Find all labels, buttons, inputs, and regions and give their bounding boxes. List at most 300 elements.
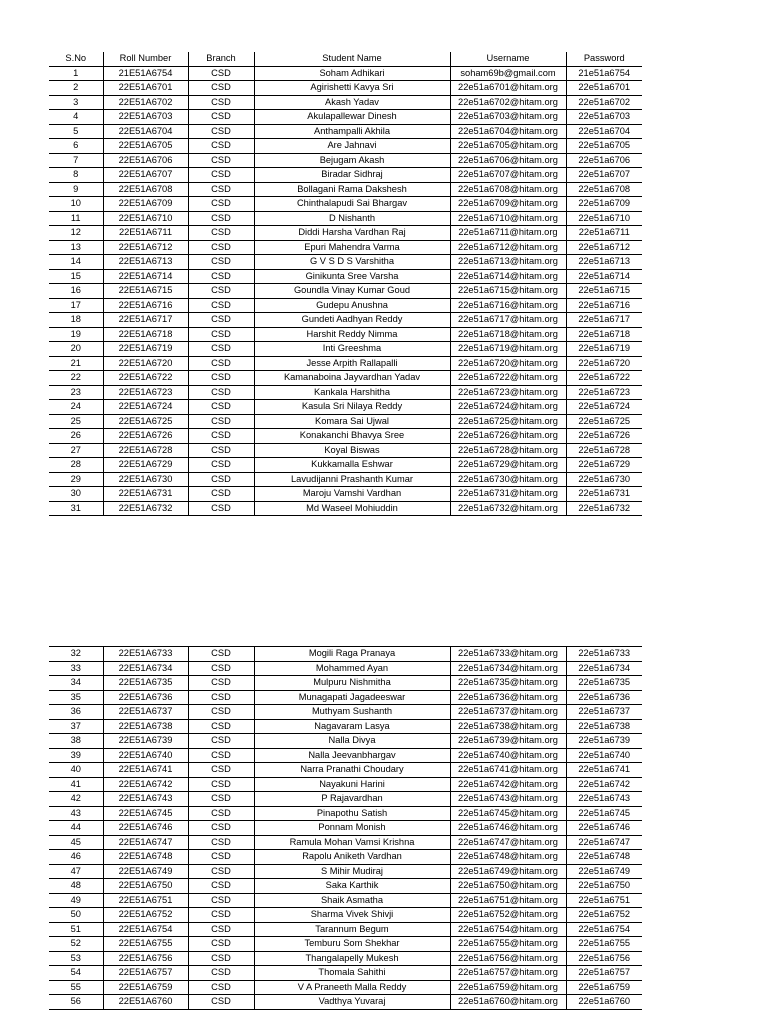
sno-cell: 29 [49,472,103,487]
student-name-cell: Bollagani Rama Dakshesh [254,182,450,197]
table-row [49,356,642,371]
table-row [49,211,642,226]
roll-number-cell: 22E51A6751 [103,893,188,908]
roll-number-cell: 22E51A6708 [103,182,188,197]
sno-cell: 53 [49,951,103,966]
roll-number-cell: 22E51A6739 [103,734,188,749]
branch-cell: CSD [188,661,254,676]
branch-cell: CSD [188,211,254,226]
student-name-cell: Akash Yadav [254,95,450,110]
sno-cell: 25 [49,414,103,429]
roll-number-cell: 22E51A6730 [103,472,188,487]
roll-number-cell: 22E51A6724 [103,400,188,415]
password-cell: 22e51a6713 [566,255,642,270]
sno-cell: 13 [49,240,103,255]
table-row [49,269,642,284]
student-name-cell: Akulapallewar Dinesh [254,110,450,125]
username-cell: 22e51a6720@hitam.org [450,356,566,371]
password-cell: 22e51a6710 [566,211,642,226]
username-cell: 22e51a6703@hitam.org [450,110,566,125]
username-cell: 22e51a6716@hitam.org [450,298,566,313]
table-row [49,458,642,473]
roll-number-cell: 22E51A6738 [103,719,188,734]
sno-cell: 27 [49,443,103,458]
table-row [49,182,642,197]
branch-cell: CSD [188,821,254,836]
username-cell: 22e51a6741@hitam.org [450,763,566,778]
password-cell: 22e51a6745 [566,806,642,821]
table-row [49,806,642,821]
username-cell: 22e51a6715@hitam.org [450,284,566,299]
sno-cell: 55 [49,980,103,995]
roll-number-cell: 22E51A6741 [103,763,188,778]
student-name-cell: Kamanaboina Jayvardhan Yadav [254,371,450,386]
table-row [49,298,642,313]
branch-cell: CSD [188,313,254,328]
branch-cell: CSD [188,110,254,125]
table-row [49,734,642,749]
table-row [49,690,642,705]
branch-cell: CSD [188,255,254,270]
header-branch: Branch [188,52,254,66]
roll-number-cell: 22E51A6719 [103,342,188,357]
table-row [49,835,642,850]
password-cell: 22e51a6719 [566,342,642,357]
student-name-cell: Nagavaram Lasya [254,719,450,734]
roll-number-cell: 22E51A6731 [103,487,188,502]
table-row [49,821,642,836]
sno-cell: 50 [49,908,103,923]
password-cell: 22e51a6754 [566,922,642,937]
password-cell: 22e51a6743 [566,792,642,807]
table-row [49,429,642,444]
student-name-cell: Koyal Biswas [254,443,450,458]
table-row [49,66,642,81]
student-table-page-2 [49,646,642,1010]
username-cell: 22e51a6730@hitam.org [450,472,566,487]
username-cell: 22e51a6747@hitam.org [450,835,566,850]
username-cell: 22e51a6729@hitam.org [450,458,566,473]
sno-cell: 32 [49,647,103,662]
username-cell: 22e51a6713@hitam.org [450,255,566,270]
roll-number-cell: 22E51A6748 [103,850,188,865]
roll-number-cell: 22E51A6729 [103,458,188,473]
password-cell: 22e51a6704 [566,124,642,139]
student-name-cell: Kasula Sri Nilaya Reddy [254,400,450,415]
password-cell: 22e51a6742 [566,777,642,792]
username-cell: 22e51a6723@hitam.org [450,385,566,400]
branch-cell: CSD [188,487,254,502]
sno-cell: 15 [49,269,103,284]
branch-cell: CSD [188,429,254,444]
sno-cell: 44 [49,821,103,836]
roll-number-cell: 22E51A6757 [103,966,188,981]
password-cell: 22e51a6724 [566,400,642,415]
password-cell: 22e51a6751 [566,893,642,908]
sno-cell: 38 [49,734,103,749]
roll-number-cell: 22E51A6752 [103,908,188,923]
branch-cell: CSD [188,864,254,879]
roll-number-cell: 22E51A6723 [103,385,188,400]
branch-cell: CSD [188,501,254,516]
table-1-body [49,52,642,516]
roll-number-cell: 22E51A6711 [103,226,188,241]
password-cell: 22e51a6730 [566,472,642,487]
roll-number-cell: 22E51A6704 [103,124,188,139]
student-name-cell: Chinthalapudi Sai Bhargav [254,197,450,212]
branch-cell: CSD [188,995,254,1010]
table-row [49,226,642,241]
student-name-cell: Diddi Harsha Vardhan Raj [254,226,450,241]
sno-cell: 5 [49,124,103,139]
roll-number-cell: 22E51A6712 [103,240,188,255]
username-cell: 22e51a6710@hitam.org [450,211,566,226]
roll-number-cell: 22E51A6749 [103,864,188,879]
branch-cell: CSD [188,908,254,923]
table-row [49,400,642,415]
sno-cell: 34 [49,676,103,691]
student-name-cell: Saka Karthik [254,879,450,894]
password-cell: 22e51a6716 [566,298,642,313]
branch-cell: CSD [188,400,254,415]
username-cell: 22e51a6725@hitam.org [450,414,566,429]
table-row [49,705,642,720]
branch-cell: CSD [188,342,254,357]
table-row [49,864,642,879]
header-password: Password [566,52,642,66]
username-cell: 22e51a6737@hitam.org [450,705,566,720]
roll-number-cell: 22E51A6701 [103,81,188,96]
student-name-cell: Nalla Jeevanbhargav [254,748,450,763]
branch-cell: CSD [188,458,254,473]
username-cell: 22e51a6711@hitam.org [450,226,566,241]
sno-cell: 3 [49,95,103,110]
student-name-cell: Ramula Mohan Vamsi Krishna [254,835,450,850]
roll-number-cell: 22E51A6759 [103,980,188,995]
sno-cell: 42 [49,792,103,807]
branch-cell: CSD [188,777,254,792]
student-name-cell: S Mihir Mudiraj [254,864,450,879]
branch-cell: CSD [188,647,254,662]
roll-number-cell: 22E51A6734 [103,661,188,676]
header-username: Username [450,52,566,66]
roll-number-cell: 22E51A6756 [103,951,188,966]
username-cell: 22e51a6717@hitam.org [450,313,566,328]
username-cell: 22e51a6742@hitam.org [450,777,566,792]
table-row [49,327,642,342]
password-cell: 22e51a6746 [566,821,642,836]
username-cell: 22e51a6751@hitam.org [450,893,566,908]
username-cell: 22e51a6754@hitam.org [450,922,566,937]
branch-cell: CSD [188,356,254,371]
roll-number-cell: 22E51A6755 [103,937,188,952]
sno-cell: 21 [49,356,103,371]
password-cell: 22e51a6715 [566,284,642,299]
password-cell: 22e51a6708 [566,182,642,197]
roll-number-cell: 22E51A6745 [103,806,188,821]
username-cell: 22e51a6728@hitam.org [450,443,566,458]
branch-cell: CSD [188,66,254,81]
student-name-cell: Soham Adhikari [254,66,450,81]
sno-cell: 1 [49,66,103,81]
student-name-cell: Tarannum Begum [254,922,450,937]
sno-cell: 4 [49,110,103,125]
student-name-cell: Nalla Divya [254,734,450,749]
roll-number-cell: 22E51A6746 [103,821,188,836]
password-cell: 22e51a6731 [566,487,642,502]
branch-cell: CSD [188,850,254,865]
sno-cell: 31 [49,501,103,516]
roll-number-cell: 22E51A6742 [103,777,188,792]
username-cell: 22e51a6738@hitam.org [450,719,566,734]
sno-cell: 45 [49,835,103,850]
sno-cell: 37 [49,719,103,734]
branch-cell: CSD [188,676,254,691]
student-name-cell: P Rajavardhan [254,792,450,807]
password-cell: 22e51a6755 [566,937,642,952]
roll-number-cell: 22E51A6750 [103,879,188,894]
table-row [49,501,642,516]
table-row [49,647,642,662]
branch-cell: CSD [188,893,254,908]
student-name-cell: Epuri Mahendra Varma [254,240,450,255]
branch-cell: CSD [188,226,254,241]
branch-cell: CSD [188,95,254,110]
student-name-cell: V A Praneeth Malla Reddy [254,980,450,995]
student-name-cell: Are Jahnavi [254,139,450,154]
username-cell: 22e51a6757@hitam.org [450,966,566,981]
password-cell: 22e51a6739 [566,734,642,749]
student-name-cell: Sharma Vivek Shivji [254,908,450,923]
sno-cell: 19 [49,327,103,342]
branch-cell: CSD [188,298,254,313]
roll-number-cell: 22E51A6740 [103,748,188,763]
table-row [49,748,642,763]
password-cell: 21e51a6754 [566,66,642,81]
sno-cell: 11 [49,211,103,226]
table-row [49,850,642,865]
password-cell: 22e51a6759 [566,980,642,995]
username-cell: 22e51a6707@hitam.org [450,168,566,183]
sno-cell: 16 [49,284,103,299]
roll-number-cell: 22E51A6732 [103,501,188,516]
password-cell: 22e51a6701 [566,81,642,96]
sno-cell: 7 [49,153,103,168]
roll-number-cell: 22E51A6705 [103,139,188,154]
student-name-cell: Kukkamalla Eshwar [254,458,450,473]
branch-cell: CSD [188,472,254,487]
password-cell: 22e51a6717 [566,313,642,328]
sno-cell: 33 [49,661,103,676]
student-name-cell: Munagapati Jagadeeswar [254,690,450,705]
username-cell: 22e51a6732@hitam.org [450,501,566,516]
table-row [49,168,642,183]
username-cell: 22e51a6701@hitam.org [450,81,566,96]
student-name-cell: Jesse Arpith Rallapalli [254,356,450,371]
student-table-page-1 [49,52,642,516]
roll-number-cell: 22E51A6726 [103,429,188,444]
roll-number-cell: 22E51A6743 [103,792,188,807]
roll-number-cell: 22E51A6728 [103,443,188,458]
student-name-cell: Nayakuni Harini [254,777,450,792]
password-cell: 22e51a6725 [566,414,642,429]
roll-number-cell: 22E51A6733 [103,647,188,662]
sno-cell: 14 [49,255,103,270]
password-cell: 22e51a6726 [566,429,642,444]
student-name-cell: Thomala Sahithi [254,966,450,981]
table-row [49,313,642,328]
sno-cell: 22 [49,371,103,386]
sno-cell: 9 [49,182,103,197]
student-name-cell: Rapolu Aniketh Vardhan [254,850,450,865]
username-cell: 22e51a6731@hitam.org [450,487,566,502]
student-name-cell: Bejugam Akash [254,153,450,168]
sno-cell: 49 [49,893,103,908]
branch-cell: CSD [188,443,254,458]
table-row [49,908,642,923]
table-row [49,922,642,937]
student-name-cell: Komara Sai Ujwal [254,414,450,429]
username-cell: 22e51a6748@hitam.org [450,850,566,865]
table-row [49,240,642,255]
student-name-cell: Narra Pranathi Choudary [254,763,450,778]
branch-cell: CSD [188,139,254,154]
branch-cell: CSD [188,327,254,342]
table-row [49,487,642,502]
branch-cell: CSD [188,763,254,778]
roll-number-cell: 22E51A6736 [103,690,188,705]
table-row [49,661,642,676]
branch-cell: CSD [188,197,254,212]
table-row [49,937,642,952]
roll-number-cell: 22E51A6760 [103,995,188,1010]
password-cell: 22e51a6729 [566,458,642,473]
password-cell: 22e51a6756 [566,951,642,966]
password-cell: 22e51a6760 [566,995,642,1010]
username-cell: 22e51a6733@hitam.org [450,647,566,662]
username-cell: 22e51a6736@hitam.org [450,690,566,705]
table-row [49,951,642,966]
username-cell: 22e51a6726@hitam.org [450,429,566,444]
student-name-cell: Mohammed Ayan [254,661,450,676]
password-cell: 22e51a6735 [566,676,642,691]
branch-cell: CSD [188,734,254,749]
username-cell: 22e51a6755@hitam.org [450,937,566,952]
password-cell: 22e51a6757 [566,966,642,981]
username-cell: 22e51a6749@hitam.org [450,864,566,879]
table-row [49,153,642,168]
student-name-cell: Inti Greeshma [254,342,450,357]
sno-cell: 24 [49,400,103,415]
sno-cell: 35 [49,690,103,705]
password-cell: 22e51a6702 [566,95,642,110]
student-name-cell: Biradar Sidhraj [254,168,450,183]
password-cell: 22e51a6749 [566,864,642,879]
username-cell: 22e51a6712@hitam.org [450,240,566,255]
table-2-body [49,647,642,1010]
password-cell: 22e51a6720 [566,356,642,371]
branch-cell: CSD [188,182,254,197]
password-cell: 22e51a6747 [566,835,642,850]
table-row [49,980,642,995]
branch-cell: CSD [188,792,254,807]
student-name-cell: G V S D S Varshitha [254,255,450,270]
sno-cell: 36 [49,705,103,720]
student-name-cell: Thangalapelly Mukesh [254,951,450,966]
table-row [49,676,642,691]
roll-number-cell: 21E51A6754 [103,66,188,81]
username-cell: soham69b@gmail.com [450,66,566,81]
branch-cell: CSD [188,922,254,937]
username-cell: 22e51a6740@hitam.org [450,748,566,763]
username-cell: 22e51a6746@hitam.org [450,821,566,836]
sno-cell: 54 [49,966,103,981]
password-cell: 22e51a6737 [566,705,642,720]
sno-cell: 17 [49,298,103,313]
username-cell: 22e51a6719@hitam.org [450,342,566,357]
student-name-cell: Maroju Vamshi Vardhan [254,487,450,502]
password-cell: 22e51a6734 [566,661,642,676]
password-cell: 22e51a6736 [566,690,642,705]
branch-cell: CSD [188,284,254,299]
table-row [49,284,642,299]
roll-number-cell: 22E51A6747 [103,835,188,850]
table-row [49,719,642,734]
branch-cell: CSD [188,705,254,720]
roll-number-cell: 22E51A6720 [103,356,188,371]
student-name-cell: Vadthya Yuvaraj [254,995,450,1010]
roll-number-cell: 22E51A6717 [103,313,188,328]
username-cell: 22e51a6739@hitam.org [450,734,566,749]
password-cell: 22e51a6705 [566,139,642,154]
sno-cell: 51 [49,922,103,937]
password-cell: 22e51a6733 [566,647,642,662]
sno-cell: 39 [49,748,103,763]
student-name-cell: Lavudijanni Prashanth Kumar [254,472,450,487]
student-name-cell: Mogili Raga Pranaya [254,647,450,662]
username-cell: 22e51a6708@hitam.org [450,182,566,197]
username-cell: 22e51a6750@hitam.org [450,879,566,894]
roll-number-cell: 22E51A6722 [103,371,188,386]
branch-cell: CSD [188,153,254,168]
sno-cell: 2 [49,81,103,96]
header-roll-number: Roll Number [103,52,188,66]
password-cell: 22e51a6711 [566,226,642,241]
username-cell: 22e51a6743@hitam.org [450,792,566,807]
table-row [49,385,642,400]
header-row [49,52,642,66]
username-cell: 22e51a6718@hitam.org [450,327,566,342]
username-cell: 22e51a6724@hitam.org [450,400,566,415]
roll-number-cell: 22E51A6735 [103,676,188,691]
branch-cell: CSD [188,414,254,429]
table-row [49,777,642,792]
sno-cell: 41 [49,777,103,792]
sno-cell: 40 [49,763,103,778]
branch-cell: CSD [188,879,254,894]
roll-number-cell: 22E51A6737 [103,705,188,720]
sno-cell: 20 [49,342,103,357]
username-cell: 22e51a6706@hitam.org [450,153,566,168]
sno-cell: 56 [49,995,103,1010]
password-cell: 22e51a6722 [566,371,642,386]
username-cell: 22e51a6735@hitam.org [450,676,566,691]
branch-cell: CSD [188,385,254,400]
student-name-cell: Gundeti Aadhyan Reddy [254,313,450,328]
roll-number-cell: 22E51A6702 [103,95,188,110]
header-student-name: Student Name [254,52,450,66]
table-row [49,95,642,110]
